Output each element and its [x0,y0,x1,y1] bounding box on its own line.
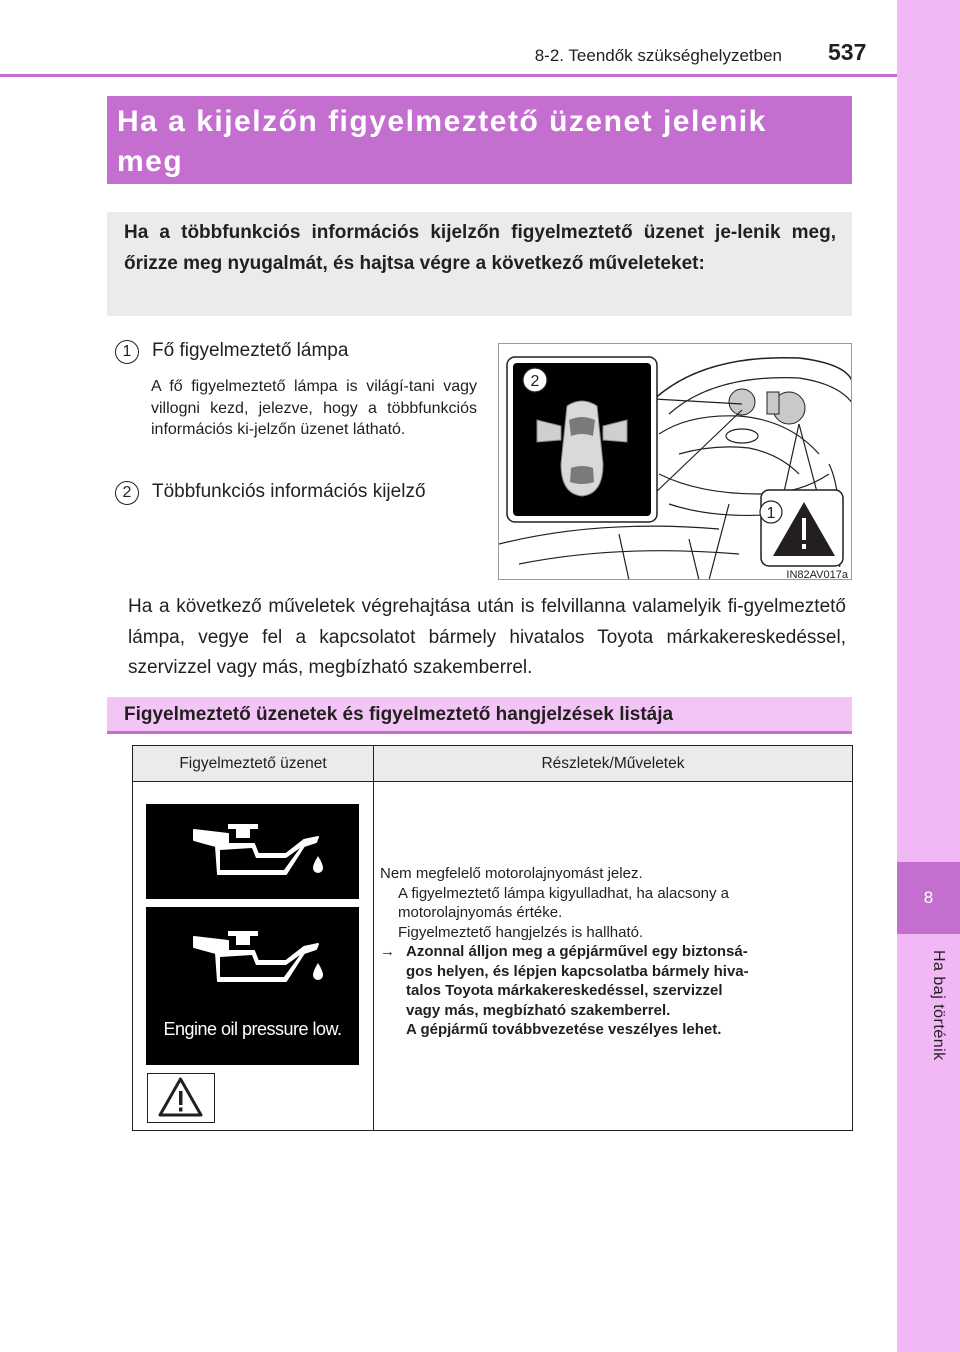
body-paragraph: Ha a következő műveletek végrehajtása után is felvillanna valamelyik fi-gyelmeztető lámpa, vegye fel a kapcsolatot bármely hivatalos Toyota márkakereskedéssel, szervizzel vagy más, megbízható szakemberrel. [128,596,846,678]
table-divider [373,746,374,1130]
item-number-1: 1 [115,340,139,364]
details-line: Figyelmeztető hangjelzés is hallható. [398,923,644,941]
display-message-text: Engine oil pressure low. [163,1019,342,1039]
dashboard-illustration [498,343,852,580]
details-action-text: Azonnal álljon meg a gépjárművel egy biztonsá- [406,943,748,960]
details-action-text: talos Toyota márkakereskedéssel, szervizzel [406,982,723,999]
item-title-1: Fő figyelmeztető lámpa [152,340,349,361]
details-action-text: vagy más, megbízható szakemberrel. [406,1001,671,1019]
details-action-text: gos helyen, és lépjen kapcsolatba bármely hiva- [406,962,749,980]
details-line: A figyelmeztető lámpa kigyulladhat, ha alacsony a [398,884,730,902]
item-title-2: Többfunkciós információs kijelző [152,481,426,502]
page-title: Ha a kijelzőn figyelmeztető üzenet jelenik meg [107,96,852,184]
item-description-1: A fő figyelmeztető lámpa is világí-tani vagy villogni kezd, jelezve, hogy a többfunkciós információs ki-jelzőn üzenet látható. [151,378,477,438]
table-header-details: Részletek/Műveletek [541,755,685,772]
table-header-row [133,746,852,782]
chapter-title: Ha baj történik [930,950,947,1061]
page-number: 537 [828,39,867,65]
section-header: 8-2. Teendők szükséghelyzetben [534,46,782,65]
header-rule [0,74,897,77]
table-header-message: Figyelmeztető üzenet [179,755,327,772]
illustration-code: IN82AV017a [786,569,848,580]
details-line: motorolajnyomás értéke. [398,904,563,921]
display-message-panel [146,907,359,1065]
warning-triangle-icon [148,1074,213,1121]
table-details-cell [380,864,840,1040]
details-action-text: A gépjármű továbbvezetése veszélyes lehet. [406,1021,722,1038]
master-warning-lamp [147,1073,215,1123]
details-line: Nem megfelelő motorolajnyomást jelez. [380,865,643,882]
section-heading: Figyelmeztető üzenetek és figyelmeztető hangjelzések listája [107,697,852,734]
intro-box: Ha a többfunkciós információs kijelzőn figyelmeztető üzenet je-lenik meg, őrizze meg nyugalmát, és hajtsa végre a következő műveleteket: [107,212,852,316]
arrow-right-icon: → [380,943,395,960]
callout-2-label: 2 [530,373,540,390]
oil-pressure-lamp [146,804,359,899]
item-number-2: 2 [115,481,139,505]
side-tab-top [897,0,960,862]
oil-can-icon [146,907,359,1007]
details-action [380,942,840,962]
oil-can-icon [146,804,359,899]
chapter-number-tab: 8 [897,862,960,934]
callout-1-label: 1 [766,505,776,522]
